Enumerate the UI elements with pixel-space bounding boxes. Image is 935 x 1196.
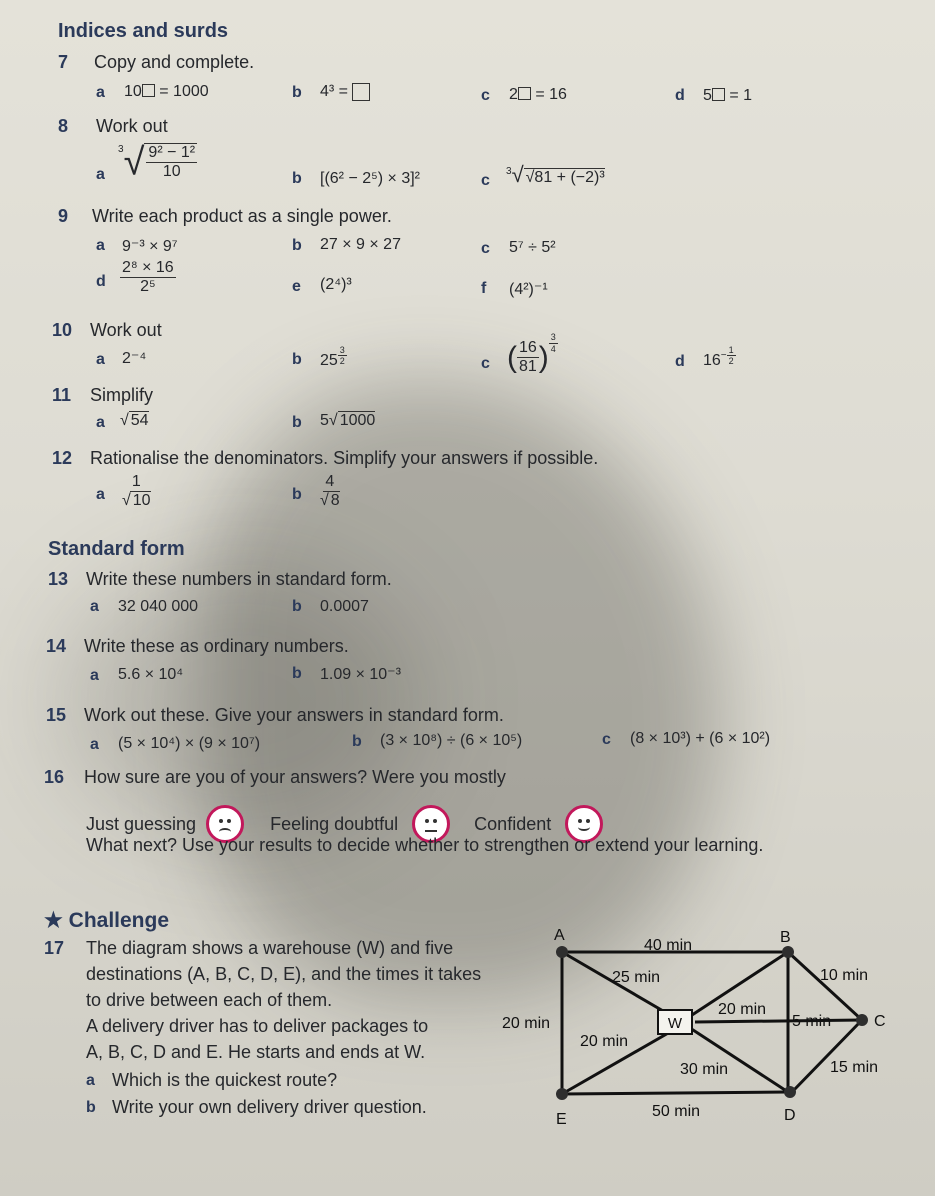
q12a-denominator: √ 10 — [122, 492, 151, 510]
challenge-title: ★ Challenge — [44, 909, 170, 932]
q14b-label: b — [292, 665, 302, 682]
edge-label-wd: 30 min — [680, 1061, 729, 1078]
answer-box — [352, 83, 370, 101]
q17-line-5: A, B, C, D and E. He starts and ends at W. — [86, 1042, 426, 1062]
q7c-base: 2 — [509, 86, 518, 103]
q9d-denominator: 2⁵ — [140, 278, 156, 296]
q10a-expr: 2⁻⁴ — [122, 350, 147, 367]
q10d-label: d — [675, 353, 685, 370]
q8c-index: 3 — [506, 165, 512, 177]
q10d-base: 16 — [703, 351, 721, 369]
q15c-expr: (8 × 10³) + (6 × 10²) — [630, 730, 771, 747]
q10a-label: a — [96, 351, 105, 368]
q17-line-3: to drive between each of them. — [86, 990, 333, 1010]
q17a-text: Which is the quickest route? — [112, 1070, 338, 1090]
option-feeling-doubtful: Feeling doubtful — [270, 813, 399, 834]
q11b-label: b — [292, 414, 302, 431]
edge-label-ab: 40 min — [644, 937, 693, 954]
answer-box — [712, 88, 725, 101]
q12b-numerator: 4 — [323, 473, 336, 492]
q7d-expr — [703, 87, 752, 105]
q10c-denominator: 81 — [519, 358, 537, 376]
q10-instruction: Work out — [90, 320, 162, 340]
node-a — [556, 946, 568, 958]
q15b-expr: (3 × 10⁸) ÷ (6 × 10⁵) — [380, 732, 523, 749]
q7d-base: 5 — [703, 87, 712, 104]
q11a-expr: √ 54 — [120, 412, 149, 429]
q10c-label: c — [481, 355, 490, 372]
q15a-label: a — [90, 736, 99, 753]
edge-label-ae: 20 min — [502, 1015, 551, 1032]
edge-label-we: 20 min — [580, 1033, 629, 1050]
q9a-expr: 9⁻³ × 9⁷ — [122, 238, 178, 255]
q7b-text: 4³ = — [320, 83, 349, 101]
q10c-power-den: 4 — [550, 343, 556, 354]
option-just-guessing: Just guessing — [86, 813, 197, 834]
q9c-expr: 5⁷ ÷ 5² — [509, 239, 556, 256]
q9c-label: c — [481, 240, 490, 257]
q7c-eq: = 16 — [535, 86, 567, 103]
q7a-base: 10 — [124, 83, 142, 100]
q12a-label: a — [96, 486, 105, 503]
q7b-expr — [320, 83, 370, 101]
q9d-expr — [120, 259, 176, 297]
q10d-power-num: 1 — [728, 345, 734, 355]
q8c-label: c — [481, 172, 490, 189]
q12b-radicand: 8 — [330, 492, 340, 510]
q13a-expr: 32 040 000 — [118, 598, 199, 615]
node-c — [856, 1014, 868, 1026]
node-c-label: C — [874, 1013, 886, 1030]
q15c-label: c — [602, 731, 611, 748]
q14-instruction: Write these as ordinary numbers. — [84, 636, 349, 656]
q7a-expr — [124, 83, 209, 101]
q15a-expr: (5 × 10⁴) × (9 × 10⁷) — [118, 735, 261, 752]
q9d-label: d — [96, 273, 106, 290]
q13b-label: b — [292, 598, 302, 615]
q7d-label: d — [675, 87, 685, 104]
q10d-expr — [703, 345, 736, 370]
q11b-coefficient: 5 — [320, 412, 329, 429]
q14a-expr: 5.6 × 10⁴ — [118, 666, 184, 683]
route-network-diagram — [490, 920, 910, 1140]
q15b-label: b — [352, 733, 362, 750]
answer-box — [518, 87, 531, 100]
q17-number: 17 — [44, 938, 65, 958]
q10b-power-den: 2 — [339, 356, 345, 367]
q12a-expr — [120, 473, 153, 511]
q8c-expr: $^3$√ √81 + (−2)³ — [506, 162, 605, 187]
q9b-expr: 27 × 9 × 27 — [320, 236, 401, 253]
q9a-label: a — [96, 237, 105, 254]
q11a-radicand: 54 — [130, 412, 149, 429]
q9d-fraction — [120, 259, 176, 297]
q14-number: 14 — [46, 636, 67, 656]
q7-instruction: Copy and complete. — [94, 52, 255, 72]
q12-instruction: Rationalise the denominators. Simplify your answers if possible. — [90, 448, 599, 468]
edge-w-d — [690, 1028, 788, 1092]
q8c-radicand: √81 + (−2)³ — [525, 169, 605, 186]
q17-line-4: A delivery driver has to deliver packages to — [86, 1016, 429, 1036]
q10b-power — [338, 345, 347, 367]
q16-instruction: How sure are you of your answers? Were you mostly — [84, 767, 506, 787]
node-e-label: E — [556, 1111, 567, 1128]
section-title-standard-form: Standard form — [48, 538, 185, 560]
option-confident: Confident — [474, 813, 552, 834]
q9f-label: f — [481, 280, 487, 297]
q9f-expr: (4²)⁻¹ — [509, 281, 548, 298]
q12b-label: b — [292, 486, 302, 503]
q10c-power-num: 3 — [550, 332, 556, 343]
q10b-label: b — [292, 351, 302, 368]
q12b-denominator: √ 8 — [320, 492, 340, 510]
q16-number: 16 — [44, 767, 65, 787]
q8a-fraction — [144, 143, 197, 182]
edge-b-c — [788, 952, 862, 1020]
edge-label-aw: 25 min — [612, 969, 661, 986]
q7d-eq: = 1 — [729, 87, 753, 104]
q17-line-1: The diagram shows a warehouse (W) and five — [86, 938, 454, 958]
q10d-power-den: 2 — [728, 356, 734, 367]
q8a-expr: $^3$√ $\frac{\text{9² − 1²}}{10}$ — [118, 141, 196, 184]
edge-c-d — [792, 1020, 862, 1092]
q12a-radicand: 10 — [132, 492, 151, 510]
edge-label-ed: 50 min — [652, 1103, 701, 1120]
edge-label-wc: 5 min — [792, 1013, 832, 1030]
q12b-expr — [318, 473, 342, 511]
q8-instruction: Work out — [96, 116, 168, 136]
edge-label-cd: 15 min — [830, 1059, 879, 1076]
node-e — [556, 1088, 568, 1100]
q13-number: 13 — [48, 569, 69, 589]
q12a-fraction — [120, 473, 153, 511]
q8b-label: b — [292, 170, 302, 187]
node-b — [782, 946, 794, 958]
q10c-numerator: 16 — [517, 339, 539, 358]
q12a-numerator: 1 — [130, 473, 143, 492]
edge-label-bc: 10 min — [820, 967, 869, 984]
q10d-power — [727, 345, 736, 367]
q17-line-2: destinations (A, B, C, D, E), and the times it takes — [86, 964, 482, 984]
edge-label-bw: 20 min — [718, 1001, 767, 1018]
q13-instruction: Write these numbers in standard form. — [86, 569, 392, 589]
q14b-expr: 1.09 × 10⁻³ — [320, 666, 401, 683]
q16-what-next: What next? Use your results to decide whether to strengthen or extend your learning. — [86, 835, 764, 855]
q7-number: 7 — [58, 52, 69, 72]
q13b-expr: 0.0007 — [320, 598, 369, 615]
q7a-label: a — [96, 84, 105, 101]
q10b-base: 25 — [320, 351, 338, 369]
q10c-fraction — [517, 339, 539, 377]
answer-box — [142, 84, 155, 97]
node-w-label: W — [667, 1015, 683, 1032]
q17a-label: a — [86, 1072, 95, 1089]
q10b-power-num: 3 — [339, 345, 345, 355]
q8a-denominator: 10 — [162, 163, 181, 181]
q7b-label: b — [292, 84, 302, 101]
q17b-label: b — [86, 1099, 96, 1116]
q11a-label: a — [96, 414, 105, 431]
q9-instruction: Write each product as a single power. — [92, 206, 392, 226]
q10-number: 10 — [52, 320, 73, 340]
q9b-label: b — [292, 237, 302, 254]
q8b-expr: [(6² − 2⁵) × 3]² — [320, 170, 420, 187]
q10d-sign: − — [720, 350, 727, 362]
q12b-fraction — [318, 473, 342, 511]
edge-e-d — [562, 1092, 788, 1094]
node-d — [784, 1086, 796, 1098]
q11b-radicand: 1000 — [339, 412, 376, 429]
q8a-label: a — [96, 166, 105, 183]
node-a-label: A — [554, 927, 565, 944]
q14a-label: a — [90, 667, 99, 684]
q7c-label: c — [481, 87, 490, 104]
q7a-eq: = 1000 — [159, 83, 209, 100]
q9e-expr: (2⁴)³ — [320, 276, 352, 293]
q9d-numerator: 2⁸ × 16 — [120, 259, 176, 278]
q8a-index: 3 — [118, 144, 124, 156]
q15-number: 15 — [46, 705, 67, 725]
node-d-label: D — [784, 1107, 796, 1124]
edge-w-c — [695, 1020, 862, 1022]
q11b-expr: 5√ 1000 — [320, 412, 376, 429]
q15-instruction: Work out these. Give your answers in standard form. — [84, 705, 504, 725]
section-title-indices: Indices and surds — [58, 20, 229, 42]
q17b-text: Write your own delivery driver question. — [112, 1097, 427, 1117]
q9-number: 9 — [58, 206, 69, 226]
q10b-expr — [320, 345, 347, 370]
node-b-label: B — [780, 929, 791, 946]
q10c-expr: ( $\frac{16}{81}$ ) $^{\frac{3}{4}}$ — [507, 332, 556, 376]
q7c-expr — [509, 86, 567, 104]
q11-number: 11 — [52, 385, 72, 405]
q8a-numerator: 9² − 1² — [146, 144, 197, 163]
q11-instruction: Simplify — [90, 385, 154, 405]
q8-number: 8 — [58, 116, 69, 136]
q12-number: 12 — [52, 448, 73, 468]
q10c-power — [549, 332, 558, 354]
q9e-label: e — [292, 278, 301, 295]
q13a-label: a — [90, 598, 99, 615]
